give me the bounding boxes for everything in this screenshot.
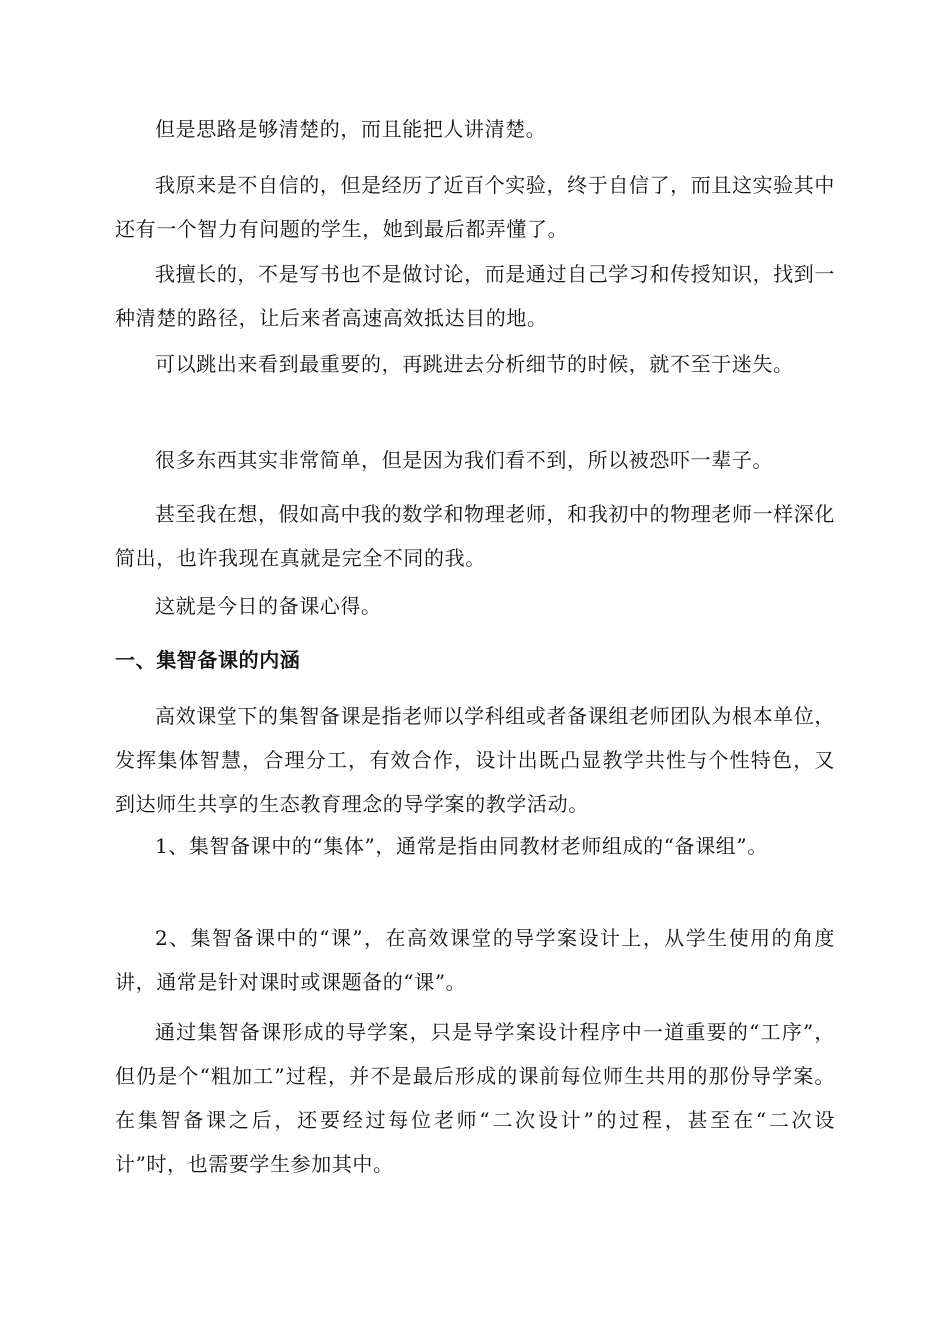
paragraph-strengths: 我擅长的，不是写书也不是做讨论，而是通过自己学习和传授知识，找到一种清楚的路径，让后来者高速高效抵达目的地。	[115, 262, 835, 330]
section-heading: 一、集智备课的内涵	[115, 648, 301, 672]
paragraph-definition: 高效课堂下的集智备课是指老师以学科组或者备课组老师团队为根本单位，发挥集体智慧，合理分工，有效合作，设计出既凸显教学共性与个性特色，又到达师生共享的生态教育理念的导学案的教学活动。	[115, 704, 835, 816]
paragraph-thinking-clear: 但是思路是够清楚的，而且能把人讲清楚。	[155, 117, 547, 141]
paragraph-lesson: 2、集智备课中的“课”，在高效课堂的导学案设计上，从学生使用的角度讲，通常是针对课时或课题备的“课”。	[115, 926, 835, 994]
paragraph-guided-plan: 通过集智备课形成的导学案，只是导学案设计程序中一道重要的“工序”，但仍是个“粗加工”过程，并不是最后形成的课前每位师生共用的那份导学案。在集智备课之后，还要经过每位老师“二次设计”的过程，甚至在“二次设计”时，也需要学生参加其中。	[115, 1020, 835, 1176]
paragraph-self-confidence: 我原来是不自信的，但是经历了近百个实验，终于自信了，而且这实验其中还有一个智力有问题的学生，她到最后都弄懂了。	[115, 173, 835, 241]
paragraph-collective: 1、集智备课中的“集体”，通常是指由同教材老师组成的“备课组”。	[155, 834, 768, 858]
paragraph-jump-out: 可以跳出来看到最重要的，再跳进去分析细节的时候，就不至于迷失。	[155, 352, 794, 376]
paragraph-teachers: 甚至我在想，假如高中我的数学和物理老师，和我初中的物理老师一样深化简出，也许我现在真就是完全不同的我。	[115, 502, 835, 570]
paragraph-simple-things: 很多东西其实非常简单，但是因为我们看不到，所以被恐吓一辈子。	[155, 448, 773, 472]
paragraph-lesson-insight: 这就是今日的备课心得。	[155, 594, 382, 618]
